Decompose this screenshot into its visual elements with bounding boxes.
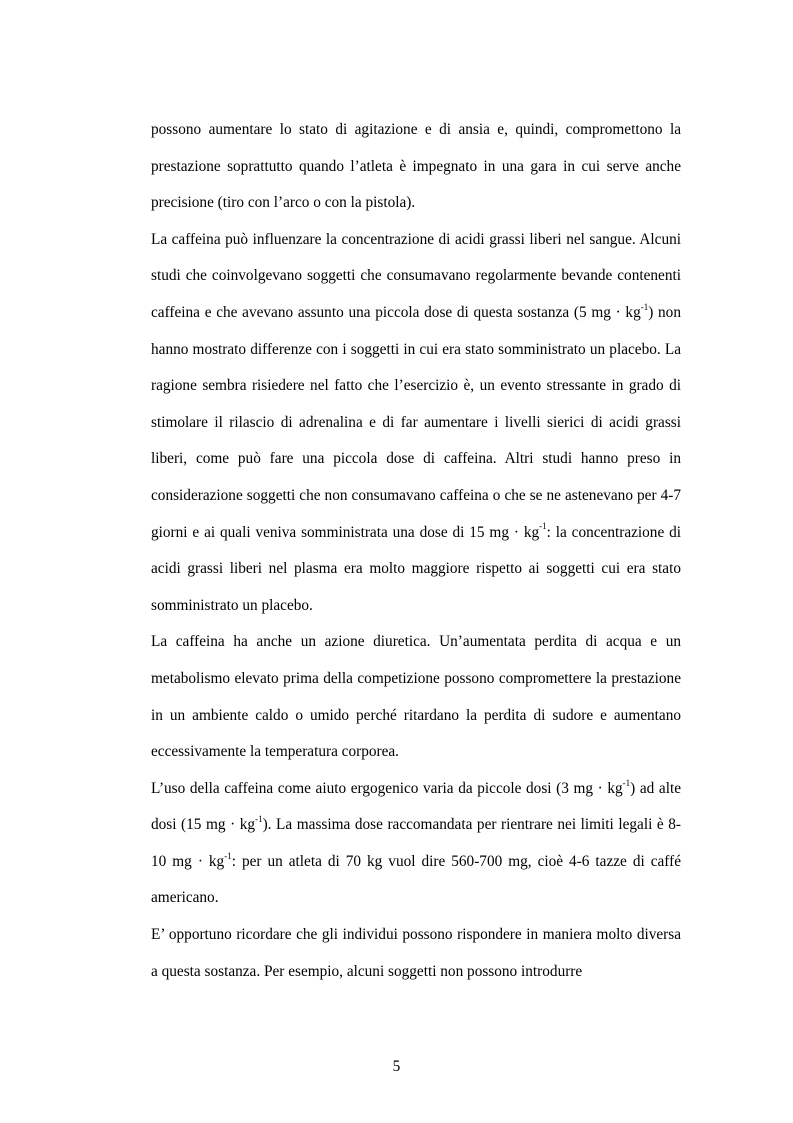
paragraph-2 <box>151 222 681 625</box>
body-text <box>151 112 681 990</box>
superscript: -1 <box>224 850 232 861</box>
paragraph-4 <box>151 771 681 917</box>
paragraph-text: La caffeina può influenzare la concentrazione di acidi grassi liberi nel sangue. Alcuni studi che coinvolgevano soggetti che consumavano regolarmente bevande contenenti caffeina e che avevano assunto una piccola dose di questa sostanza (5 mg · kg <box>151 230 681 321</box>
superscript: -1 <box>640 301 649 312</box>
paragraph-text: ). La massima dose raccomandata per rientrare nei limiti legali è 8-10 mg · kg <box>151 816 681 870</box>
paragraph-text: possono aumentare lo stato di agitazione e di ansia e, quindi, compromettono la prestazione soprattutto quando l’atleta è impegnato in una gara in cui serve anche precisione (tiro con l’arco o con la pistola). <box>151 121 681 212</box>
paragraph-text: ) non hanno mostrato differenze con i soggetti in cui era stato somministrato un placebo. La ragione sembra risiedere nel fatto che l’esercizio è, un evento stressante in grado di stimolare il rilascio di adrenalina e di far aumentare i livelli sierici di acidi grassi liberi, come può fare una piccola dose di caffeina. Altri studi hanno preso in considerazione soggetti che non consumavano caffeina o che se ne astenevano per 4-7 giorni e ai quali veniva somministrata una dose di 15 mg · kg <box>151 303 681 541</box>
paragraph-text: : per un atleta di 70 kg vuol dire 560-700 mg, cioè 4-6 tazze di caffé americano. <box>151 852 681 907</box>
paragraph-text: E’ opportuno ricordare che gli individui possono rispondere in maniera molto diversa a questa sostanza. Per esempio, alcuni soggetti non possono introdurre <box>151 926 681 980</box>
paragraph-text: La caffeina ha anche un azione diuretica. Un’aumentata perdita di acqua e un metabolismo elevato prima della competizione possono compromettere la prestazione in un ambiente caldo o umido perché ritardano la perdita di sudore e aumentano eccessivamente la temperatura corporea. <box>151 633 681 761</box>
superscript: -1 <box>255 814 263 825</box>
paragraph-text: : la concentrazione di acidi grassi liberi nel plasma era molto maggiore rispetto ai soggetti cui era stato somministrato un placebo. <box>151 523 681 614</box>
paragraph-3 <box>151 624 681 770</box>
page-number: 5 <box>392 1058 401 1075</box>
superscript: -1 <box>539 521 547 532</box>
paragraph-text: L’uso della caffeina come aiuto ergogenico varia da piccole dosi (3 mg · kg <box>151 779 623 797</box>
superscript: -1 <box>622 777 631 788</box>
paragraph-5 <box>151 917 681 990</box>
paragraph-text: ) ad alte dosi (15 mg · kg <box>151 779 681 834</box>
paragraph-1 <box>151 112 681 222</box>
